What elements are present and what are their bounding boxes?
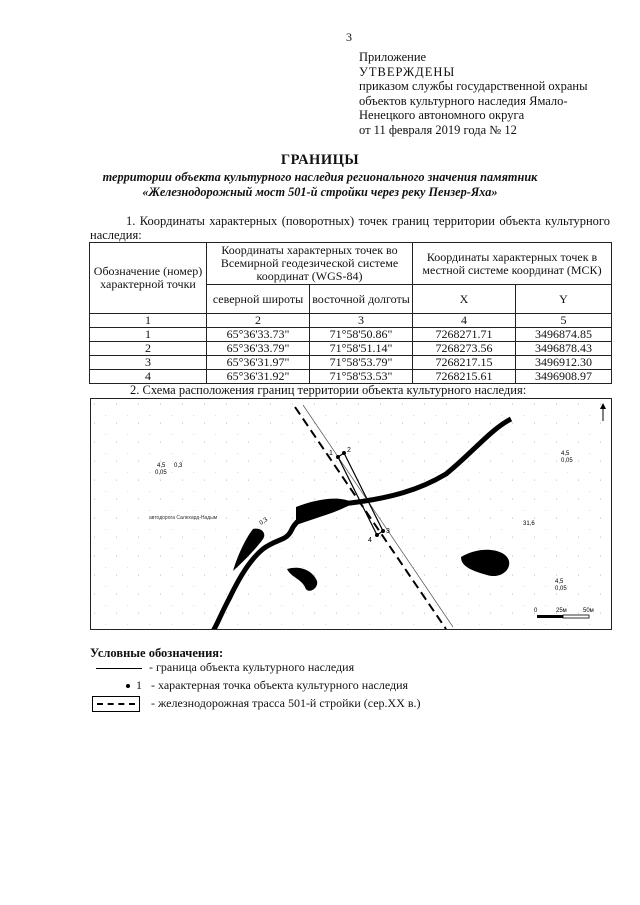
- coordinates-table: [89, 242, 612, 384]
- header-longitude: восточной долготы: [310, 285, 413, 314]
- svg-text:3: 3: [386, 528, 390, 535]
- y-cell: 3496908.97: [516, 370, 612, 384]
- latitude-cell: 65°36'33.73": [207, 328, 310, 342]
- x-cell: 7268271.71: [413, 328, 516, 342]
- map-mark: 4,5: [157, 463, 166, 469]
- map-mark: 0,05: [155, 470, 167, 476]
- column-number: 1: [90, 314, 207, 328]
- legend-title: Условные обозначения:: [90, 646, 224, 660]
- legend-boundary: [96, 660, 354, 675]
- column-number: 3: [310, 314, 413, 328]
- latitude-cell: 65°36'33.79": [207, 342, 310, 356]
- boundary-map: [90, 398, 612, 630]
- map-drawing: [91, 399, 612, 630]
- map-mark: 4,5: [555, 579, 564, 585]
- legend-railway-label: - железнодорожная трасса 501-й стройки (сер.XX в.): [151, 696, 421, 710]
- approval-line: приказом службы государственной охраны: [359, 79, 588, 94]
- table-row: [90, 356, 612, 370]
- x-cell: 7268217.15: [413, 356, 516, 370]
- latitude-cell: 65°36'31.92": [207, 370, 310, 384]
- map-mark: 0,3: [174, 463, 183, 469]
- svg-text:4: 4: [368, 537, 372, 544]
- boundary-line-icon: [96, 668, 142, 669]
- approval-date: от 11 февраля 2019 года № 12: [359, 122, 517, 137]
- y-cell: 3496912.30: [516, 356, 612, 370]
- subtitle-line: территории объекта культурного наследия регионального значения памятник: [102, 170, 538, 184]
- table-row: [90, 328, 612, 342]
- section-1-heading: 1. Координаты характерных (поворотных) точек границ территории объекта культурного наследия:: [90, 214, 610, 242]
- header-y: Y: [516, 285, 612, 314]
- approval-line: Ненецкого автономного округа: [359, 108, 525, 123]
- header-point: Обозначение (номер) характерной точки: [90, 243, 207, 314]
- svg-text:1: 1: [329, 450, 333, 457]
- svg-text:0: 0: [534, 608, 538, 614]
- header-wgs84: Координаты характерных точек во Всемирной геодезической системе координат (WGS-84): [207, 243, 413, 285]
- svg-text:2: 2: [347, 447, 351, 454]
- approval-block: [359, 50, 588, 138]
- header-x: X: [413, 285, 516, 314]
- map-label: автодорога Салехард-Надым: [149, 515, 218, 521]
- map-mark: 4,5: [561, 451, 570, 457]
- approved-label: УТВЕРЖДЕНЫ: [359, 64, 456, 79]
- longitude-cell: 71°58'53.53": [310, 370, 413, 384]
- map-mark: 0,05: [561, 458, 573, 464]
- map-mark: 0,05: [555, 586, 567, 592]
- svg-text:25м: 25м: [556, 608, 567, 614]
- point-number: 4: [90, 370, 207, 384]
- column-number: 4: [413, 314, 516, 328]
- column-number: 2: [207, 314, 310, 328]
- subtitle-line: «Железнодорожный мост 501-й стройки через реку Пензер-Яха»: [142, 185, 498, 199]
- latitude-cell: 65°36'31.97": [207, 356, 310, 370]
- x-cell: 7268215.61: [413, 370, 516, 384]
- y-cell: 3496874.85: [516, 328, 612, 342]
- longitude-cell: 71°58'50.86": [310, 328, 413, 342]
- header-latitude: северной широты: [207, 285, 310, 314]
- point-marker-icon: [126, 684, 130, 688]
- point-number: 1: [90, 328, 207, 342]
- railway-dashed-icon: [92, 696, 140, 712]
- legend-point-label: - характерная точка объекта культурного наследия: [151, 678, 409, 692]
- header-msk: Координаты характерных точек в местной системе координат (МСК): [413, 243, 612, 285]
- y-cell: 3496878.43: [516, 342, 612, 356]
- longitude-cell: 71°58'53.79": [310, 356, 413, 370]
- svg-text:50м: 50м: [583, 608, 594, 614]
- longitude-cell: 71°58'51.14": [310, 342, 413, 356]
- legend-point: [126, 678, 408, 693]
- point-number: 3: [90, 356, 207, 370]
- section-2-heading: 2. Схема расположения границ территории объекта культурного наследия:: [130, 383, 527, 397]
- point-number: 2: [90, 342, 207, 356]
- table-row: [90, 342, 612, 356]
- approval-line: объектов культурного наследия Ямало-: [359, 93, 568, 108]
- x-cell: 7268273.56: [413, 342, 516, 356]
- table-row: [90, 370, 612, 384]
- column-number: 5: [516, 314, 612, 328]
- appendix-label: Приложение: [359, 50, 427, 64]
- map-mark: 0,3: [258, 516, 269, 527]
- legend-railway: [92, 696, 421, 712]
- map-mark: 31,6: [523, 521, 535, 527]
- page-number: 3: [346, 30, 352, 44]
- document-subtitle: [60, 170, 580, 200]
- legend-boundary-label: - граница объекта культурного наследия: [149, 660, 355, 674]
- document-title: ГРАНИЦЫ: [280, 152, 360, 168]
- legend-point-symbol: 1: [136, 678, 142, 692]
